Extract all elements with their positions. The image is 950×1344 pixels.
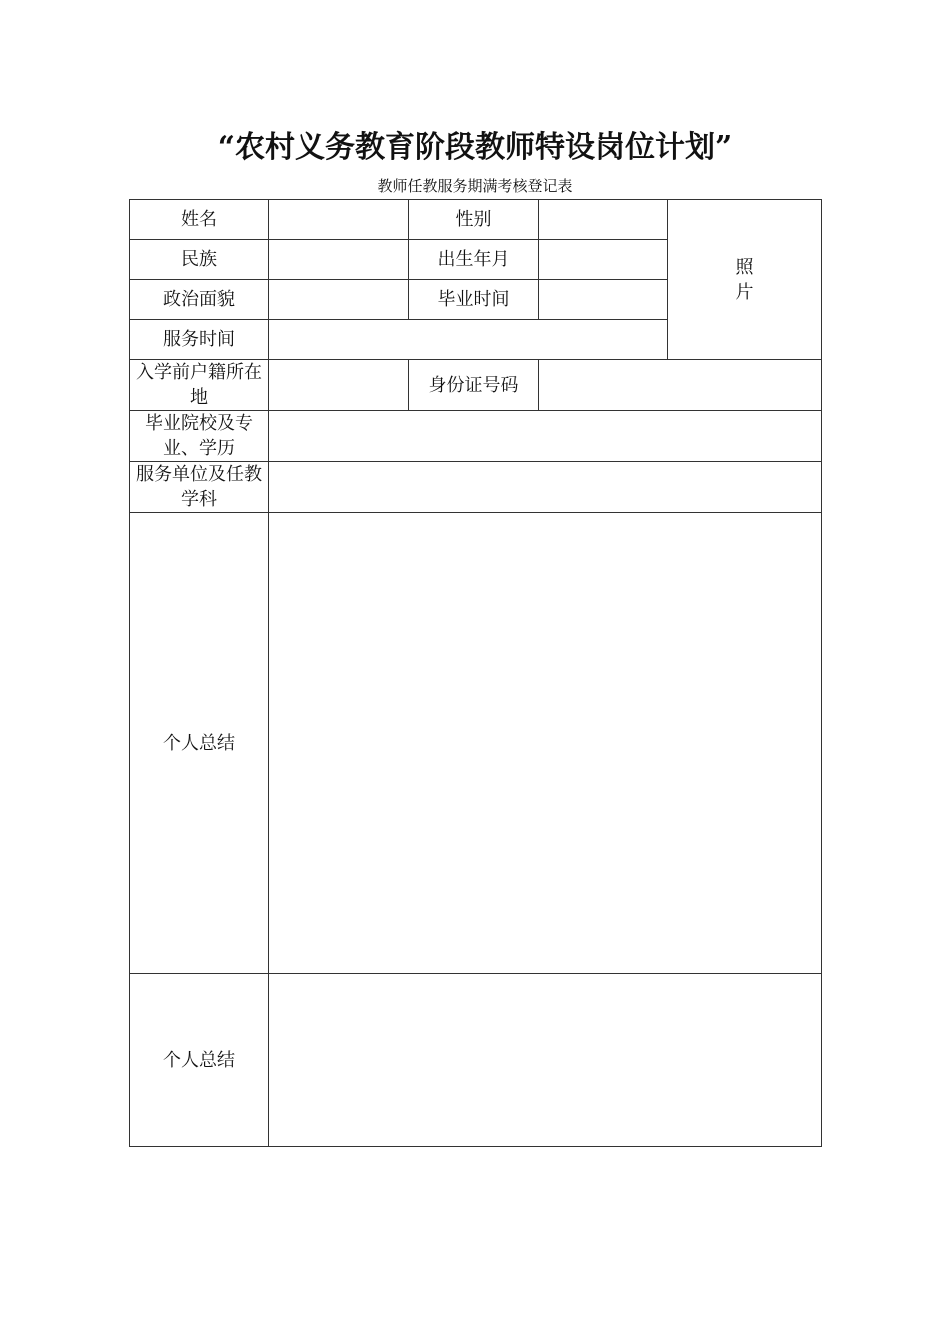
summary-label-2: 个人总结 [130, 974, 269, 1147]
summary-label-1: 个人总结 [130, 513, 269, 974]
id-number-label: 身份证号码 [409, 360, 539, 411]
gender-field[interactable] [539, 200, 668, 240]
form-row-service-unit [130, 462, 822, 513]
ethnicity-label: 民族 [130, 240, 269, 280]
form-row-summary-2 [130, 974, 822, 1147]
service-time-label: 服务时间 [130, 320, 269, 360]
form-row-residence [130, 360, 822, 411]
birth-field[interactable] [539, 240, 668, 280]
graduation-time-field[interactable] [539, 280, 668, 320]
id-number-field[interactable] [539, 360, 822, 411]
service-unit-label: 服务单位及任教学科 [130, 462, 269, 513]
gender-label: 性别 [409, 200, 539, 240]
political-field[interactable] [269, 280, 409, 320]
form-row-name [130, 200, 822, 240]
form-row-school [130, 411, 822, 462]
page-title: “农村义务教育阶段教师特设岗位计划” [217, 130, 733, 165]
registration-form-table [129, 199, 822, 1147]
photo-box[interactable] [668, 200, 822, 360]
graduation-time-label: 毕业时间 [409, 280, 539, 320]
summary-field-1[interactable] [269, 513, 822, 974]
summary-field-2[interactable] [269, 974, 822, 1147]
name-label: 姓名 [130, 200, 269, 240]
ethnicity-field[interactable] [269, 240, 409, 280]
service-unit-field[interactable] [269, 462, 822, 513]
service-time-field[interactable] [269, 320, 668, 360]
school-major-field[interactable] [269, 411, 822, 462]
form-row-summary-1 [130, 513, 822, 974]
political-label: 政治面貌 [130, 280, 269, 320]
photo-label-2: 片 [735, 281, 754, 303]
name-field[interactable] [269, 200, 409, 240]
page-subtitle: 教师任教服务期满考核登记表 [377, 177, 573, 195]
school-major-label: 毕业院校及专业、学历 [130, 411, 269, 462]
residence-field[interactable] [269, 360, 409, 411]
photo-label-1: 照 [735, 256, 754, 278]
birth-label: 出生年月 [409, 240, 539, 280]
residence-label: 入学前户籍所在地 [130, 360, 269, 411]
